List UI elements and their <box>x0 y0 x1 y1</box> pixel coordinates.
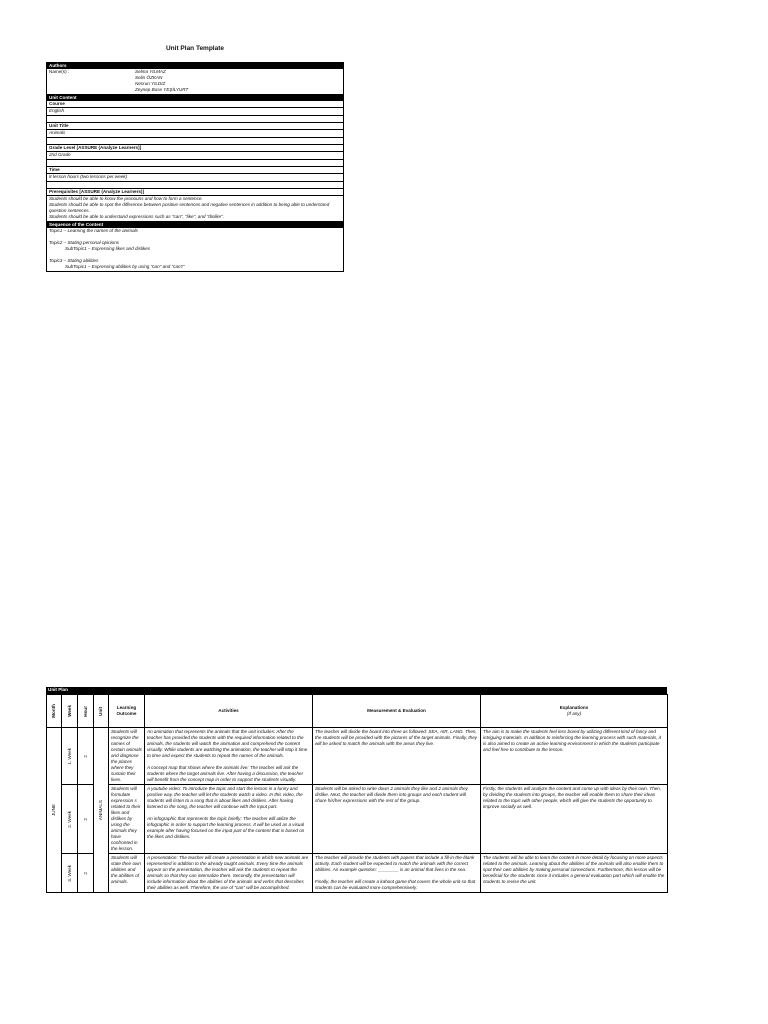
unit-title-value: Animals <box>47 130 343 138</box>
prerequisite-item: Students should be able to know the pronouns and how to form a sentence. <box>49 196 203 201</box>
grade-level-label: Grade Level [ASSURE (Analyze Learners)] <box>47 145 343 152</box>
table-row <box>47 785 668 854</box>
col-hour: Hour <box>78 695 94 728</box>
prerequisites-list <box>47 196 343 222</box>
unit-content-header: Unit Content <box>47 95 343 101</box>
outcome-cell: Students will state their own abilities and the abilities of animals. <box>109 854 145 893</box>
author-name: Nesrun YILDIZ <box>135 81 166 86</box>
subtopic-3: SubTopic1 – Expressing abilities by using "can" and "can't" <box>65 264 185 269</box>
week-cell: 3. Week <box>62 854 78 893</box>
explanation-cell: Firstly, the students will analyze the content and come up with ideas by their own. Then, by dividing the students into groups, the teacher will enable them to share their ideas related to the topic with other people, which will give the students the opportunity to improve socially as well. <box>481 785 668 854</box>
table-row <box>47 728 668 785</box>
outcome-cell: Students will recognize the names of certain animals and diagnose the places where they sustain their lives. <box>109 728 145 785</box>
author-name: Selma YILMAZ <box>135 69 166 74</box>
author-name: Selin ÖZKAN <box>135 75 163 80</box>
col-week: Week <box>62 695 78 728</box>
authors-label: Name(s) : <box>49 69 70 74</box>
hour-cell: 2 <box>78 728 94 785</box>
col-month: Month <box>47 695 62 728</box>
outcome-cell: Students will formulate expression s related to their likes and dislikes by using the animals they have confronted in the lesson. <box>109 785 145 854</box>
unit-cell: ANIMALS <box>94 728 109 893</box>
unit-plan-template-table <box>46 62 344 272</box>
hour-cell: 2 <box>78 854 94 893</box>
col-activities: Activities <box>145 695 313 728</box>
subtopic-2: SubTopic1 – Expressing likes and dislikes <box>65 246 151 251</box>
measurement-cell: Students will be asked to write down 2 animals they like and 2 animals they dislike. Next, the teacher will divide them into groups and each student will share his/her expressions with the rest of the group. <box>313 785 481 854</box>
measurement-cell: The teacher will divide the board into three as followed: SEA, AIR, LAND. Then, the students will be provided with the pictures of the target animals. Finally, they will be asked to match the animals with the areas they live. <box>313 728 481 785</box>
activities-cell: A youtube video: To introduce the topic and start the lesson in a funny and positive way, the teacher will let the students watch a video. In this video, the students will listen to a song that is about likes and dislikes. After having listened to the song, the teacher will continue with the input part. An infographic that represents the topic briefly: The teacher will utilize the infographic in order to support the learning process. It will be used as a visual example after having focused on the input part of the content that is based on the likes and dislikes. <box>145 785 313 854</box>
explanation-cell: The students will be able to learn the content in more detail by focusing on more aspects related to the animals. Learning about the abilities of the animals will also enable them to spot their own abilities by making personal connections. Furthermore, this lesson will be beneficial for the students since it includes a general evaluation part which will enable the students to revise the unit. <box>481 854 668 893</box>
activities-cell: A presentation: The teacher will create a presentation in which new animals are represented in addition to the already taught animals. Every time the animals appear on the presentation, the teacher will ask the students to repeat the animals so that they can internalize them. Secondly, the presentation will include information about the abilities of the animals and verbs that describes their abilities as well. Therefore, the use of "can" will be accomplished. <box>145 854 313 893</box>
unit-plan-section <box>46 687 667 893</box>
unit-plan-table <box>46 694 668 893</box>
explanation-cell: The aim is to make the students feel less bored by utilizing different kind of fancy and intriguing materials. In addition to reinforcing the learning process with such materials, it is also aimed to create an active learning environment in which the students participate and feel free to contribute to the lesson. <box>481 728 668 785</box>
activities-cell: An animation that represents the animals that the unit includes: After the teacher has provided the students with the required information related to the animals, the students will watch the animation and comprehend the content visually. While students are watching the animation, the teacher will stop it time to time and expect the students to repeat the names of the animals. A concept map that shows where the animals live: The teacher will ask the students where the target animals live. After having a discussion, the teacher will benefit from the concept map in order to support the students visually. <box>145 728 313 785</box>
time-label: Time <box>47 167 343 174</box>
table-row <box>47 854 668 893</box>
sequence-list <box>47 228 343 271</box>
week-cell: 2. Week <box>62 785 78 854</box>
page-title: Unit Plan Template <box>165 45 225 52</box>
authors-row <box>47 69 343 95</box>
col-explanations: Explanations (If any) <box>481 695 668 728</box>
topic-1: Topic1 – Learning the names of the animals <box>49 228 138 233</box>
col-outcome: Learning Outcome <box>109 695 145 728</box>
col-unit: Unit <box>94 695 109 728</box>
col-measurement: Measurement & Evaluation <box>313 695 481 728</box>
prerequisite-item: Students should be able to spot the difference between positive sentences and negative sentences in addition to being able to understand question sentences. <box>49 202 330 213</box>
authors-header: Authors <box>47 63 343 69</box>
course-label: Course <box>47 101 343 108</box>
unit-title-label: Unit Title <box>47 123 343 130</box>
prerequisite-item: Students should be able to understand expressions such as "can", "like", and "dislike". <box>49 214 225 219</box>
prerequisites-label: Prerequisites [ASSURE (Analyze Learners)] <box>47 189 343 196</box>
table-header-row <box>47 695 668 728</box>
measurement-cell: The teacher will provide the students with papers that include a fill-in-the-blank activity. Each student will be expected to match the animals with the correct abilities. An example question: ________ is an animal that lives in the sea. Finally, the teacher will create a kahoot game that covers the whole unit so that students can be evaluated more comprehensively. <box>313 854 481 893</box>
week-cell: 1. Week <box>62 728 78 785</box>
time-value: 8 lesson hours (two lessons per week) <box>47 174 343 182</box>
topic-2: Topic2 – Stating personal opinions <box>49 240 120 245</box>
sequence-header: Sequence of the Content <box>47 222 343 228</box>
course-value: English <box>47 108 343 116</box>
hour-cell: 2 <box>78 785 94 854</box>
topic-3: Topic3 – Stating abilities <box>49 258 99 263</box>
unit-plan-header: Unit Plan <box>46 687 667 694</box>
author-name: Zeynep Buse YEŞİLYURT <box>135 87 189 92</box>
authors-names <box>135 69 188 93</box>
grade-level-value: 2nd Grade <box>47 152 343 160</box>
month-cell: JUNE <box>47 728 62 893</box>
